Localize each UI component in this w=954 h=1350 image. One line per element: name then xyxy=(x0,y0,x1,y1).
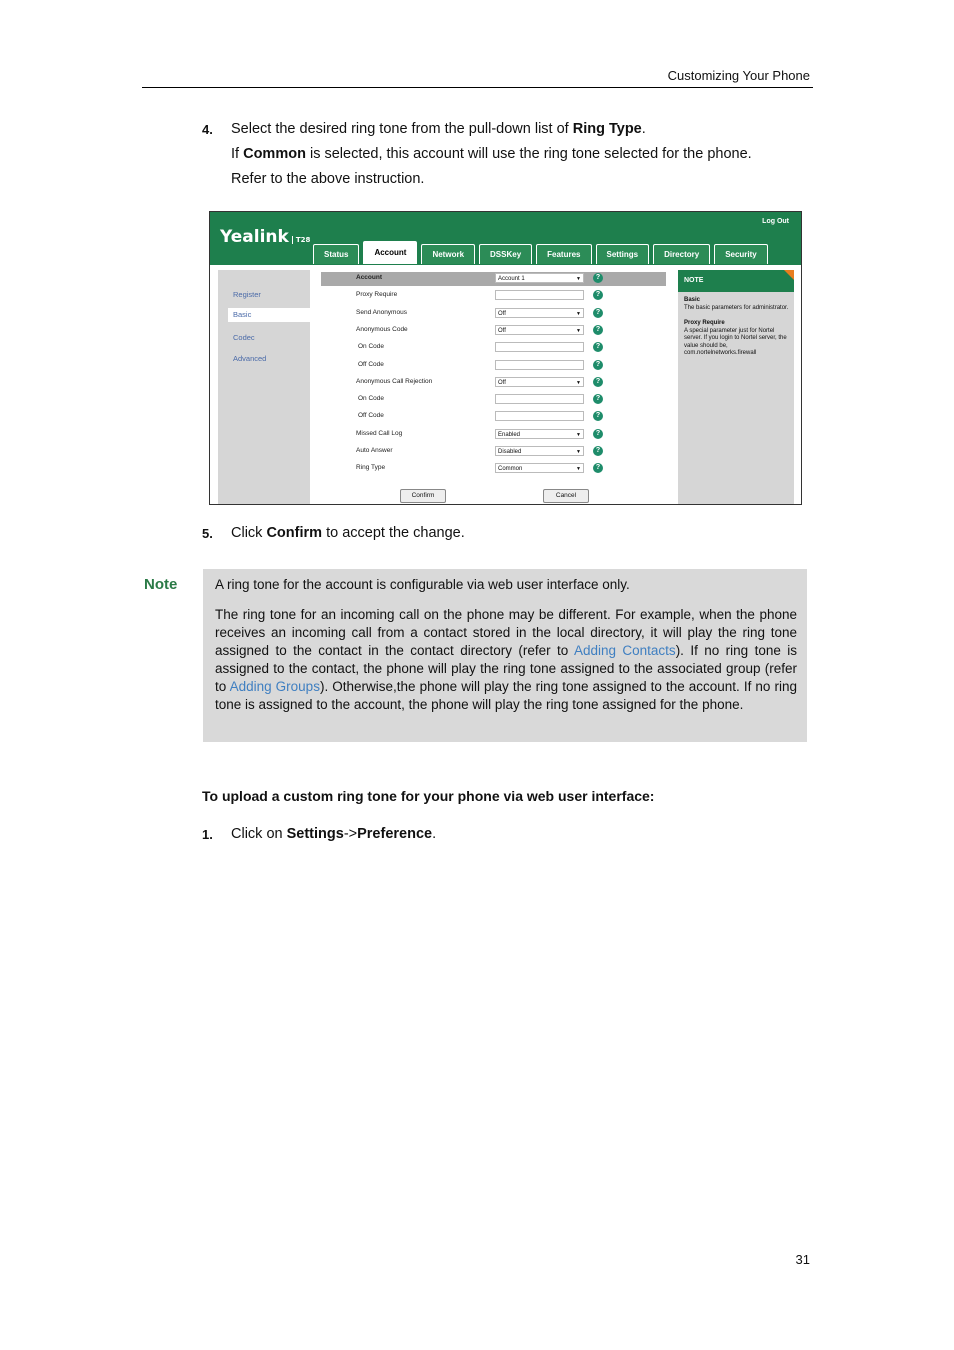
help-icon[interactable]: ? xyxy=(593,429,603,439)
nav-item-advanced[interactable]: Advanced xyxy=(233,354,267,363)
ui-term-ring-type: Ring Type xyxy=(572,121,642,137)
form-row xyxy=(315,392,672,409)
field-label: Auto Answer xyxy=(356,447,393,454)
adding-contacts-link[interactable]: Adding Contacts xyxy=(573,643,676,658)
note-box xyxy=(203,569,807,742)
field-label: Send Anonymous xyxy=(356,308,407,316)
step-4 xyxy=(202,117,213,143)
field-label: Off Code xyxy=(358,412,384,420)
form-row xyxy=(315,340,672,357)
ui-term-settings: Settings xyxy=(286,826,344,842)
select-field[interactable] xyxy=(495,308,584,318)
form-row xyxy=(315,271,672,288)
note-proxy-title: Proxy Require xyxy=(684,320,725,326)
model-label: T28 xyxy=(292,236,311,244)
chevron-down-icon: ▼ xyxy=(576,327,581,334)
tab-network[interactable]: Network xyxy=(421,244,475,264)
step-text: Click on xyxy=(231,826,287,842)
note-title: NOTE xyxy=(678,270,794,292)
note-corner-icon xyxy=(784,270,794,280)
step-text: . xyxy=(432,826,437,842)
help-icon[interactable]: ? xyxy=(593,463,603,473)
field-value: Disabled xyxy=(498,449,522,455)
field-label: Missed Call Log xyxy=(356,429,403,437)
yealink-logo xyxy=(220,227,310,247)
nav-item-codec[interactable]: Codec xyxy=(233,333,255,342)
field-value: Account 1 xyxy=(498,276,525,282)
logout-link[interactable]: Log Out xyxy=(762,218,789,225)
chevron-down-icon: ▼ xyxy=(576,431,581,438)
note-basic-text: The basic parameters for administrator. xyxy=(684,304,789,311)
main-tabs xyxy=(313,244,768,265)
select-field[interactable] xyxy=(495,446,584,456)
nav-item-basic[interactable]: Basic xyxy=(228,308,315,322)
form-row xyxy=(315,323,672,340)
note-text: ). Otherwise,the phone will play the ring tone assigned to the account. If no ring tone is assigned to the account, the phone will play the ring tone assigned for the phone. xyxy=(215,679,798,712)
text-field[interactable] xyxy=(495,290,584,300)
field-value: Common xyxy=(498,466,523,473)
note-paragraph-2 xyxy=(215,606,797,714)
select-field[interactable] xyxy=(495,325,584,335)
form-row xyxy=(315,409,672,426)
help-icon[interactable]: ? xyxy=(593,325,603,335)
step-text: to accept the change. xyxy=(322,525,465,541)
step-4-text xyxy=(231,117,811,192)
field-value: Off xyxy=(498,310,506,317)
form-row xyxy=(315,288,672,305)
step-number: 1. xyxy=(202,827,213,842)
form-row xyxy=(315,461,672,478)
step-text: Select the desired ring tone from the pull-down list of xyxy=(231,121,573,137)
tab-features[interactable]: Features xyxy=(536,244,591,264)
field-label: Proxy Require xyxy=(356,291,398,299)
step-number: 5. xyxy=(202,526,213,541)
select-field[interactable] xyxy=(495,463,584,473)
help-icon[interactable]: ? xyxy=(593,411,603,421)
ui-term-confirm: Confirm xyxy=(266,525,323,541)
tab-dsskey[interactable]: DSSKey xyxy=(479,244,532,264)
field-label: Ring Type xyxy=(356,464,386,472)
field-label: Off Code xyxy=(358,360,384,368)
field-value: Off xyxy=(498,379,506,386)
text-field[interactable] xyxy=(495,411,584,421)
form-row xyxy=(315,375,672,392)
tab-directory[interactable]: Directory xyxy=(653,244,710,264)
cancel-button[interactable]: Cancel xyxy=(543,489,589,503)
step-5 xyxy=(202,521,213,547)
help-icon[interactable]: ? xyxy=(593,377,603,387)
page-number: 31 xyxy=(795,1252,810,1267)
step-1-text xyxy=(231,822,436,847)
tab-settings[interactable]: Settings xyxy=(596,244,650,264)
help-icon[interactable]: ? xyxy=(593,446,603,456)
field-label: On Code xyxy=(358,343,385,351)
field-label: Account xyxy=(356,274,382,281)
field-label: On Code xyxy=(358,395,385,403)
select-field[interactable] xyxy=(495,273,584,283)
header-rule xyxy=(142,87,813,88)
help-icon[interactable]: ? xyxy=(593,308,603,318)
note-body xyxy=(684,297,790,358)
help-icon[interactable]: ? xyxy=(593,290,603,300)
chevron-down-icon: ▼ xyxy=(576,379,581,386)
help-icon[interactable]: ? xyxy=(593,360,603,370)
field-label: Anonymous Code xyxy=(356,325,408,333)
note-paragraph-1: A ring tone for the account is configurable via web user interface only. xyxy=(215,577,630,592)
top-banner xyxy=(210,212,801,265)
note-text: The ring tone for an incoming call on the phone may be different. For example, when the phone receives an incoming call from a contact stored in the local directory, it will play the ring tone assigned to the contact in the contact directory (refer to xyxy=(215,607,797,658)
field-value: Enabled xyxy=(498,431,521,438)
form-row xyxy=(315,358,672,375)
select-field[interactable] xyxy=(495,377,584,387)
confirm-button[interactable]: Confirm xyxy=(400,489,446,503)
tab-security[interactable]: Security xyxy=(714,244,768,264)
account-form xyxy=(315,270,672,504)
chevron-down-icon: ▼ xyxy=(576,276,581,282)
chevron-down-icon: ▼ xyxy=(576,466,581,473)
form-row xyxy=(315,444,672,461)
tab-status[interactable]: Status xyxy=(313,244,359,264)
text-field[interactable] xyxy=(495,360,584,370)
note-label: Note xyxy=(144,576,178,593)
nav-item-register[interactable]: Register xyxy=(233,290,261,299)
note-text: ). If no ring tone is assigned to the contact, the phone will play the ring tone assigned to the associated group (refer to xyxy=(215,643,798,694)
step-1 xyxy=(202,822,213,848)
web-ui-screenshot xyxy=(209,211,802,505)
note-panel xyxy=(678,270,794,504)
adding-groups-link[interactable]: Adding Groups xyxy=(229,679,320,694)
text-field[interactable] xyxy=(495,342,584,352)
ui-term-common: Common xyxy=(243,146,306,162)
tab-account[interactable]: Account xyxy=(363,241,417,264)
running-header: Customizing Your Phone xyxy=(667,68,810,83)
text-field[interactable] xyxy=(495,394,584,404)
form-row xyxy=(315,427,672,444)
chevron-down-icon: ▼ xyxy=(576,449,581,455)
field-label: Anonymous Call Rejection xyxy=(356,377,433,385)
step-text: is selected, this account will use the ring tone selected for the phone. xyxy=(305,146,752,162)
step-number: 4. xyxy=(202,122,213,137)
help-icon[interactable]: ? xyxy=(593,394,603,404)
step-text: If xyxy=(231,146,244,162)
step-text: . xyxy=(641,121,646,137)
procedure-heading: To upload a custom ring tone for your phone via web user interface: xyxy=(202,788,655,804)
help-icon[interactable]: ? xyxy=(593,342,603,352)
step-5-text xyxy=(231,521,465,546)
select-field[interactable] xyxy=(495,429,584,439)
note-proxy-text: A special parameter just for Nortel server. If you login to Nortel server, the value should be, com.nortelnetworks.firewall xyxy=(684,327,787,356)
form-row xyxy=(315,306,672,323)
note-basic-title: Basic xyxy=(684,297,701,303)
field-value: Off xyxy=(498,327,506,334)
step-text: Click xyxy=(231,525,267,541)
step-text: -> xyxy=(343,826,358,842)
help-icon[interactable]: ? xyxy=(593,273,603,283)
step-text: Refer to the above instruction. xyxy=(231,171,425,187)
left-nav xyxy=(218,270,310,504)
ui-term-preference: Preference xyxy=(357,826,433,842)
logo-text: Yealink xyxy=(220,227,289,247)
chevron-down-icon: ▼ xyxy=(576,310,581,317)
